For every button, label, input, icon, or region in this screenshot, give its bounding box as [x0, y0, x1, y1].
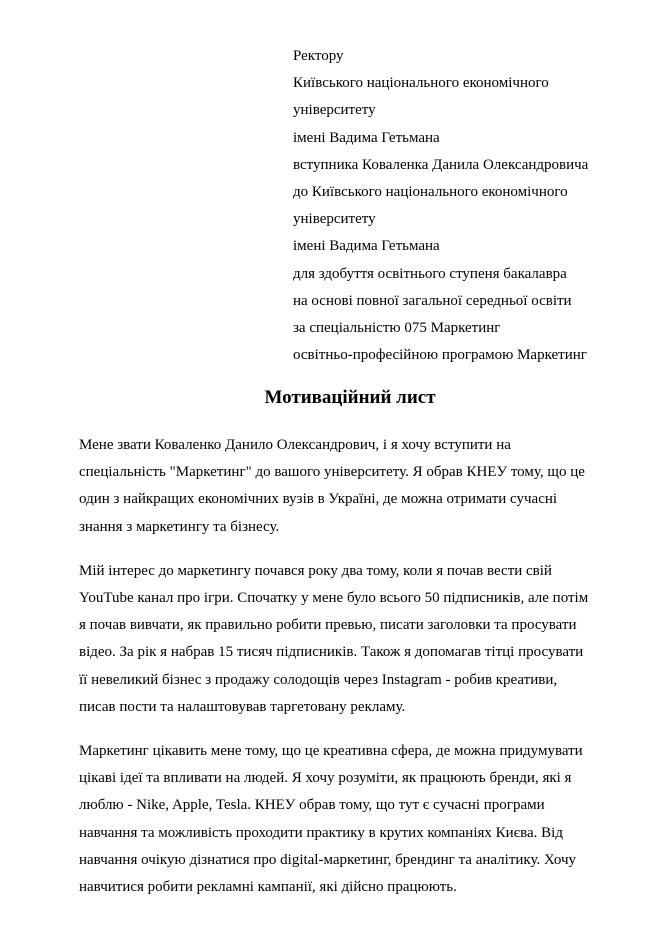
text-line: навчання очікую дізнатися про digital-маркетинг, брендинг та аналітику. Хочу	[79, 851, 577, 868]
recipient-line: університету	[293, 102, 376, 119]
recipient-line: до Київського національного економічного	[293, 184, 568, 201]
text-line: відео. За рік я набрав 15 тисяч підписників. Також я допомагав тітці просувати	[79, 644, 584, 661]
paragraph-motivation	[79, 738, 639, 901]
recipient-line: імені Вадима Гетьмана	[293, 129, 440, 146]
text-line: цікаві ідеї та впливати на людей. Я хочу розуміти, як працюють бренди, які я	[79, 770, 572, 787]
letter-body	[79, 432, 639, 918]
text-line: знання з маркетингу та бізнесу.	[79, 518, 280, 535]
text-line: писав пости та налаштовував таргетовану рекламу.	[79, 698, 406, 715]
text-line: один з найкращих економічних вузів в Україні, де можна отримати сучасні	[79, 491, 558, 508]
recipient-block	[293, 43, 653, 369]
recipient-line: на основі повної загальної середньої освіти	[293, 292, 572, 309]
text-line: навчання та можливість проходити практику в крутих компаніях Києва. Від	[79, 824, 563, 841]
paragraph-intro	[79, 432, 639, 541]
text-line: Маркетинг цікавить мене тому, що це креативна сфера, де можна придумувати	[79, 743, 583, 760]
paragraph-interest	[79, 558, 639, 721]
text-line: навчитися робити рекламні кампанії, які дійсно працюють.	[79, 879, 457, 896]
recipient-line: Київського національного економічного	[293, 75, 549, 92]
recipient-line: для здобуття освітнього ступеня бакалавра	[293, 265, 567, 282]
text-line: люблю - Nike, Apple, Tesla. КНЕУ обрав тому, що тут є сучасні програми	[79, 797, 545, 814]
recipient-line: університету	[293, 211, 376, 228]
recipient-line: імені Вадима Гетьмана	[293, 238, 440, 255]
letter-title: Мотиваційний лист	[264, 387, 436, 408]
text-line: спеціальність "Маркетинг" до вашого університету. Я обрав КНЕУ тому, що це	[79, 464, 585, 481]
recipient-line: вступника Коваленка Данила Олександровича	[293, 156, 589, 173]
text-line: Мій інтерес до маркетингу почався року два тому, коли я почав вести свій	[79, 562, 552, 579]
text-line: її невеликий бізнес з продажу солодощів через Instagram - робив креативи,	[79, 671, 558, 688]
recipient-line: Ректору	[293, 48, 344, 64]
recipient-line: за спеціальністю 075 Маркетинг	[293, 320, 501, 337]
text-line: Мене звати Коваленко Данило Олександрович, і я хочу вступити на	[79, 437, 511, 453]
text-line: YouTube канал про ігри. Спочатку у мене було всього 50 підписників, але потім	[79, 590, 589, 607]
text-line: я почав вивчати, як правильно робити превью, писати заголовки та просувати	[79, 617, 577, 634]
recipient-line: освітньо-професійною програмою Маркетинг	[293, 347, 587, 364]
